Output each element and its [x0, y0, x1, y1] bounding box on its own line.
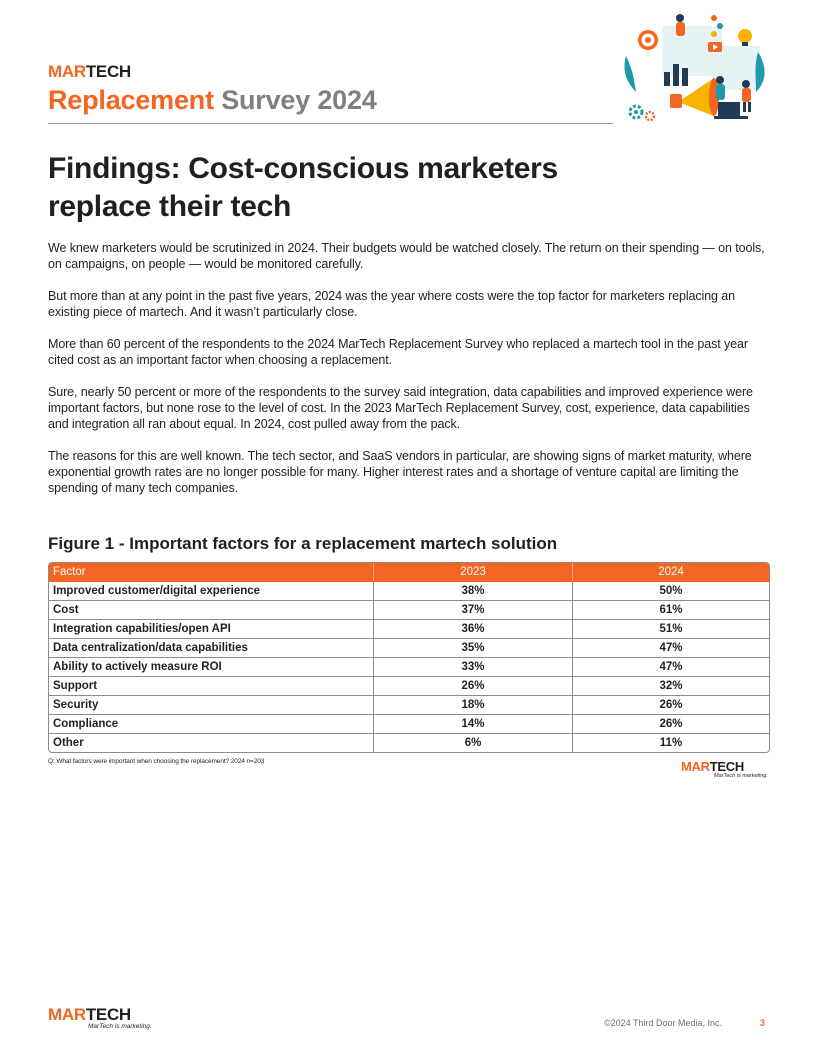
report-title: Replacement Survey 2024: [48, 85, 377, 115]
table-cell: 36%: [374, 620, 573, 639]
header-logo: MARTECH: [48, 62, 131, 81]
figure-title: Figure 1 - Important factors for a replacement martech solution: [48, 534, 558, 553]
table-cell: 37%: [374, 601, 573, 620]
table-cell: 18%: [374, 696, 573, 715]
factors-table: [48, 562, 770, 753]
table-row: [49, 620, 769, 639]
table-cell: 38%: [374, 582, 573, 601]
table-cell: 47%: [573, 658, 770, 677]
table-cell: 51%: [573, 620, 770, 639]
table-cell: Compliance: [49, 715, 374, 734]
table-cell: Ability to actively measure ROI: [49, 658, 374, 677]
table-row: [49, 677, 769, 696]
table-cell: Cost: [49, 601, 374, 620]
column-header: 2024: [573, 563, 770, 582]
table-cell: 50%: [573, 582, 770, 601]
figure-logo: MARTECH: [681, 759, 744, 774]
figure-tagline: MarTech is marketing.: [714, 773, 768, 779]
column-header: Factor: [49, 563, 374, 582]
page-heading: Findings: Cost-conscious marketers replace their tech: [48, 152, 558, 223]
figure-note: Q: What factors were important when choosing the replacement? 2024 n=203: [48, 758, 265, 765]
paragraph: Sure, nearly 50 percent or more of the respondents to the survey said integration, data capabilities and improved experience were important factors, but none rose to the level of cost. In the 2023 MarTech Replacement Survey, cost, experience, data capabilities and integration all ran about equal. In 2024, cost pulled away from the pack.: [48, 385, 753, 431]
table-cell: 26%: [573, 715, 770, 734]
footer-logo: MARTECH: [48, 1005, 131, 1024]
table-cell: Integration capabilities/open API: [49, 620, 374, 639]
column-header: 2023: [374, 563, 573, 582]
header-divider: [48, 123, 613, 124]
table-cell: Security: [49, 696, 374, 715]
table-row: [49, 715, 769, 734]
table-cell: Other: [49, 734, 374, 753]
paragraph: We knew marketers would be scrutinized in 2024. Their budgets would be watched closely. The return on their spending — on tools, on campaigns, on people — would be monitored carefully.: [48, 241, 765, 271]
copyright: ©2024 Third Door Media, Inc.: [604, 1018, 723, 1028]
table-cell: 6%: [374, 734, 573, 753]
table-row: [49, 696, 769, 715]
paragraph: But more than at any point in the past five years, 2024 was the year where costs were the top factor for marketers replacing an existing piece of martech. And it wasn’t particularly close.: [48, 289, 735, 319]
paragraph: The reasons for this are well known. The tech sector, and SaaS vendors in particular, are showing signs of market maturity, where exponential growth rates are no longer possible for many. Higher interest rates and a shortage of venture capital are limiting the spending of many tech companies.: [48, 449, 752, 495]
table-cell: Improved customer/digital experience: [49, 582, 374, 601]
table-cell: 11%: [659, 737, 683, 749]
marketing-illustration: [618, 12, 770, 128]
table-cell: 14%: [374, 715, 573, 734]
table-cell: 47%: [573, 639, 770, 658]
table-cell: 32%: [573, 677, 770, 696]
table-cell: 26%: [573, 696, 770, 715]
table-row: [49, 734, 769, 753]
table-row: [49, 601, 769, 620]
table-cell: 33%: [374, 658, 573, 677]
table-cell: 61%: [573, 601, 770, 620]
table-row: [49, 658, 769, 677]
table-cell: Data centralization/data capabilities: [49, 639, 374, 658]
footer-tagline: MarTech is marketing.: [88, 1023, 152, 1030]
table-row: [49, 639, 769, 658]
table-cell: Support: [49, 677, 374, 696]
paragraph: More than 60 percent of the respondents to the 2024 MarTech Replacement Survey who replaced a martech tool in the past year cited cost as an important factor when choosing a replacement.: [48, 337, 748, 367]
gear-icon: [630, 106, 654, 120]
table-cell: 26%: [374, 677, 573, 696]
page-number: 3: [760, 1018, 766, 1028]
target-icon: [638, 30, 658, 50]
table-cell: 35%: [374, 639, 573, 658]
table-row: [49, 582, 769, 601]
table-header-row: [49, 563, 769, 582]
